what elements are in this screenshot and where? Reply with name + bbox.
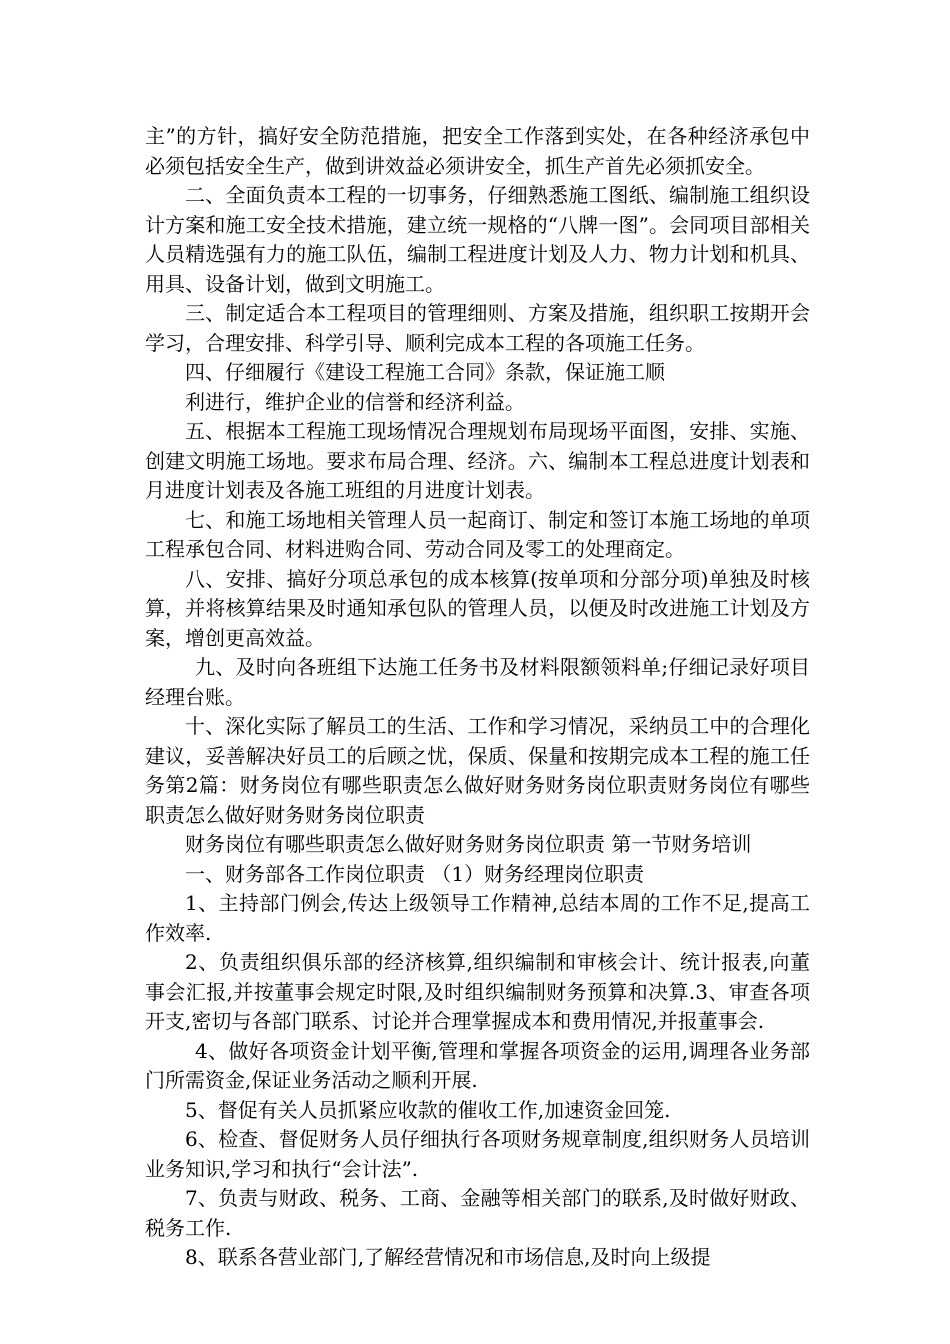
paragraph-15: 4、做好各项资金计划平衡,管理和掌握各项资金的运用,调理各业务部门所需资金,保证业务活动之顺利开展. — [145, 1038, 810, 1092]
paragraph-2: 二、全面负责本工程的一切事务，仔细熟悉施工图纸、编制施工组织设计方案和施工安全技术措施，建立统一规格的“八牌一图”。会同项目部相关人员精选强有力的施工队伍，编制工程进度计划及人力、物力计划和机具、用具、设备计划，做到文明施工。 — [145, 183, 810, 296]
paragraph-14: 2、负责组织俱乐部的经济核算,组织编制和审核会计、统计报表,向董事会汇报,并按董事会规定时限,及时组织编制财务预算和决算.3、审查各项开支,密切与各部门联系、讨论并合理掌握成本和费用情况,并报董事会. — [145, 950, 810, 1033]
paragraph-6: 五、根据本工程施工现场情况合理规划布局现场平面图，安排、实施、创建文明施工场地。要求布局合理、经济。六、编制本工程总进度计划表和月进度计划表及各施工班组的月进度计划表。 — [145, 419, 810, 502]
paragraph-9: 九、及时向各班组下达施工任务书及材料限额领料单;仔细记录好项目经理台账。 — [145, 655, 810, 709]
paragraph-12: 一、财务部各工作岗位职责 （1）财务经理岗位职责 — [185, 861, 645, 886]
paragraph-5: 利进行，维护企业的信誉和经济利益。 — [185, 389, 525, 414]
paragraph-10: 十、深化实际了解员工的生活、工作和学习情况，采纳员工中的合理化建议，妥善解决好员工的后顾之忧，保质、保量和按期完成本工程的施工任务第2篇：财务岗位有哪些职责怎么做好财务财务岗位职责财务岗位有哪些职责怎么做好财务财务岗位职责 — [145, 714, 810, 827]
paragraph-18: 7、负责与财政、税务、工商、金融等相关部门的联系,及时做好财政、税务工作. — [145, 1186, 810, 1240]
paragraph-11: 财务岗位有哪些职责怎么做好财务财务岗位职责 第一节财务培训 — [185, 832, 752, 856]
paragraph-4: 四、仔细履行《建设工程施工合同》条款，保证施工顺 — [185, 360, 665, 384]
paragraph-13: 1、主持部门例会,传达上级领导工作精神,总结本周的工作不足,提高工作效率. — [145, 891, 810, 945]
paragraph-17: 6、检查、督促财务人员仔细执行各项财务规章制度,组织财务人员培训业务知识,学习和执行“会计法”. — [145, 1127, 810, 1181]
paragraph-3: 三、制定适合本工程项目的管理细则、方案及措施，组织职工按期开会学习，合理安排、科学引导、顺利完成本工程的各项施工任务。 — [145, 301, 810, 355]
document-page — [145, 122, 810, 1273]
paragraph-8: 八、安排、搞好分项总承包的成本核算(按单项和分部分项)单独及时核算，并将核算结果及时通知承包队的管理人员，以便及时改进施工计划及方案，增创更高效益。 — [145, 566, 810, 650]
paragraph-1: 主”的方针，搞好安全防范措施，把安全工作落到实处，在各种经济承包中必须包括安全生产，做到讲效益必须讲安全，抓生产首先必须抓安全。 — [145, 124, 810, 178]
paragraph-16: 5、督促有关人员抓紧应收款的催收工作,加速资金回笼. — [185, 1097, 671, 1122]
paragraph-19: 8、联系各营业部门,了解经营情况和市场信息,及时向上级提 — [185, 1245, 711, 1269]
paragraph-7: 七、和施工场地相关管理人员一起商订、制定和签订本施工场地的单项工程承包合同、材料进购合同、劳动合同及零工的处理商定。 — [145, 507, 810, 561]
